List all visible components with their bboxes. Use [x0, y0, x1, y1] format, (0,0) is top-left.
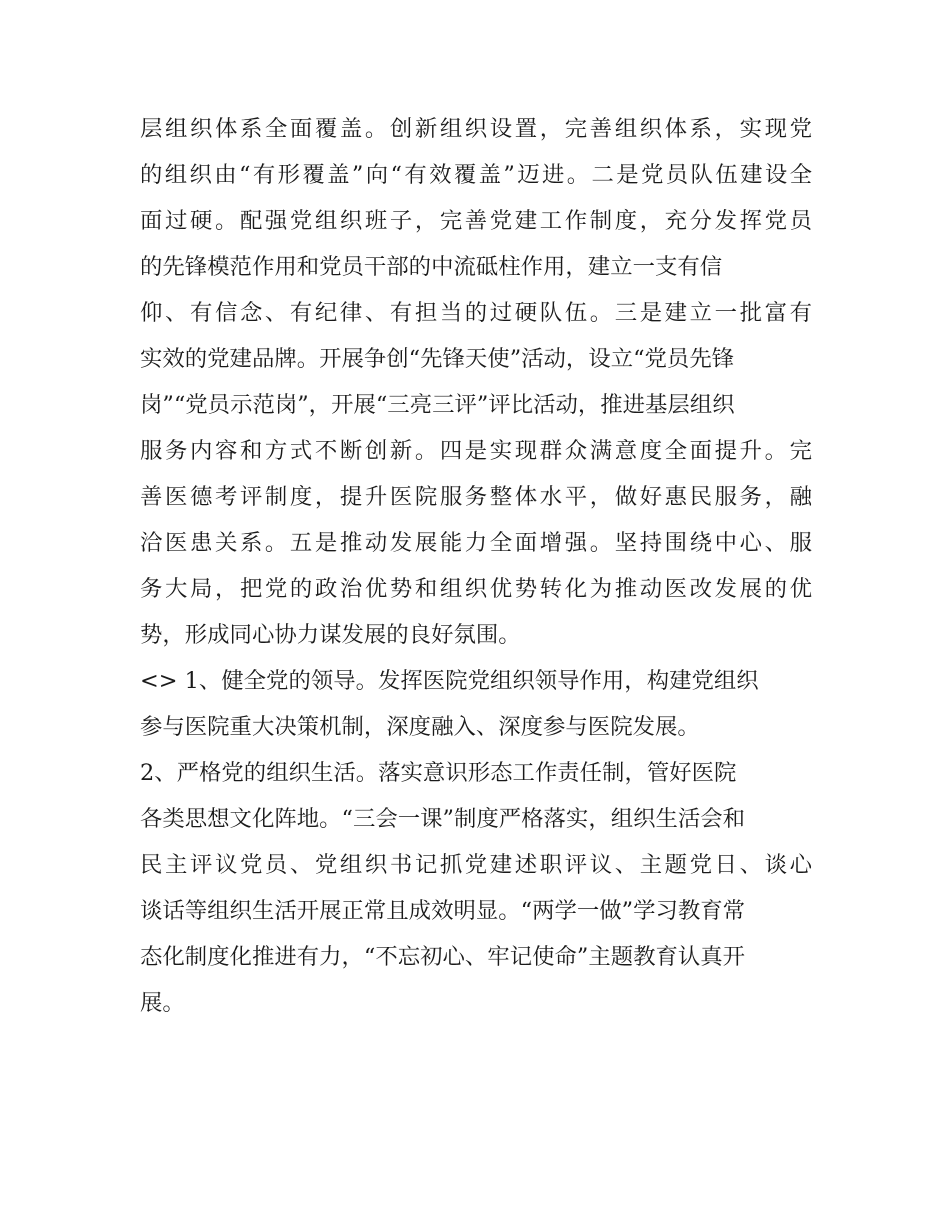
text-line-18: 谈话等组织生活开展正常且成效明显。“两学一做”学习教育常: [140, 898, 746, 924]
text-line-10: 洽医患关系。五是推动发展能力全面增强。坚持围绕中心、服: [140, 530, 812, 556]
document-body: [140, 106, 812, 1026]
text-line-15: 2、严格党的组织生活。落实意识形态工作责任制，管好医院: [140, 760, 737, 786]
text-line-14: 参与医院重大决策机制，深度融入、深度参与医院发展。: [140, 714, 700, 740]
text-line-11: 务大局，把党的政治优势和组织优势转化为推动医改发展的优: [140, 576, 812, 602]
text-line-9: 善医德考评制度，提升医院服务整体水平，做好惠民服务，融: [140, 484, 812, 510]
text-line-16: 各类思想文化阵地。“三会一课”制度严格落实，组织生活会和: [140, 806, 746, 832]
text-line-7: 岗”“党员示范岗”，开展“三亮三评”评比活动，推进基层组织: [140, 392, 735, 418]
text-line-20: 展。: [140, 990, 185, 1016]
text-line-12: 势，形成同心协力谋发展的良好氛围。: [140, 622, 521, 648]
text-line-6: 实效的党建品牌。开展争创“先锋天使”活动，设立“党员先锋: [140, 346, 735, 372]
text-line-8: 服务内容和方式不断创新。四是实现群众满意度全面提升。完: [140, 438, 812, 464]
text-line-17: 民主评议党员、党组织书记抓党建述职评议、主题党日、谈心: [140, 852, 812, 878]
text-line-1: 层组织体系全面覆盖。创新组织设置，完善组织体系，实现党: [140, 116, 812, 142]
text-line-3: 面过硬。配强党组织班子，完善党建工作制度，充分发挥党员: [140, 208, 812, 234]
text-line-2: 的组织由“有形覆盖”向“有效覆盖”迈进。二是党员队伍建设全: [140, 162, 812, 188]
text-line-4: 的先锋模范作用和党员干部的中流砥柱作用，建立一支有信: [140, 254, 723, 280]
text-line-19: 态化制度化推进有力，“不忘初心、牢记使命”主题教育认真开: [140, 944, 746, 970]
text-line-5: 仰、有信念、有纪律、有担当的过硬队伍。三是建立一批富有: [140, 300, 812, 326]
text-line-13: <> 1、健全党的领导。发挥医院党组织领导作用，构建党组织: [140, 668, 759, 694]
